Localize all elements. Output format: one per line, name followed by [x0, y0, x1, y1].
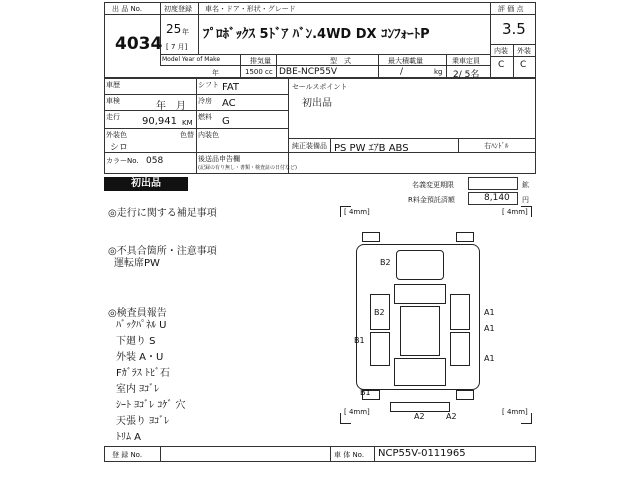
right-door-rear: [450, 332, 470, 366]
left-door-rear: [370, 332, 390, 366]
inspection-label: 車検: [106, 97, 120, 105]
equipment-text: PS PW ｴｱB ABS: [334, 143, 409, 154]
shift-label: シフト: [198, 81, 219, 89]
first-reg-month: [ 7 月]: [166, 43, 188, 51]
inspector-lines: [116, 318, 186, 446]
car-name-label: 車名・ドア・形状・グレード: [205, 5, 296, 13]
inspector-line: 室内 ﾖｺﾞﾚ: [116, 384, 160, 395]
model-code: DBE-NCP55V: [279, 67, 338, 77]
right-door-front: [450, 294, 470, 330]
first-reg-label: 初度登録: [164, 5, 192, 13]
sales-point-text: 初出品: [302, 98, 332, 109]
first-reg-year: 25: [166, 22, 182, 36]
rear-panel: [394, 358, 446, 386]
ac-label: 冷房: [198, 97, 212, 105]
handle-side: 右ﾊﾝﾄﾞﾙ: [484, 142, 509, 150]
model-label: 型 式: [330, 57, 351, 65]
color-change-label: 色替: [180, 131, 194, 139]
exterior-grade-label: 外装: [517, 47, 531, 55]
inspector-line: ﾊﾞｯｸﾊﾟﾈﾙ U: [116, 320, 167, 331]
tire-depth-front-left: [ 4mm]: [344, 208, 370, 216]
footer-block: [104, 446, 536, 462]
recycle-value: 8,140: [484, 193, 510, 203]
damage-mark: A1: [484, 324, 495, 333]
ext-color-value: シロ: [110, 143, 129, 153]
color-no-value: 058: [146, 156, 164, 166]
reg-no-label: 登 録 No.: [112, 451, 143, 459]
capacity: 2/ 5名: [453, 70, 480, 80]
damage-mark: B1: [354, 336, 365, 345]
exterior-grade: C: [520, 60, 527, 70]
damage-mark: A1: [484, 308, 495, 317]
inspector-line: 下廻り S: [116, 336, 156, 347]
model-year-unit: 年: [212, 69, 219, 77]
cert-label: 後送品申告欄: [198, 155, 240, 163]
ext-color-label: 外装色: [106, 131, 127, 139]
lot-number: 4034: [115, 34, 163, 54]
recycle-label: R料金預託済額: [408, 196, 455, 204]
windshield: [394, 284, 446, 304]
car-damage-diagram: [340, 206, 532, 424]
history-label: 車歴: [106, 81, 120, 89]
mileage-label: 走行: [106, 113, 120, 121]
tire-depth-front-right: [ 4mm]: [502, 208, 528, 216]
interior-grade-label: 内装: [494, 47, 508, 55]
defect-text: 運転席PW: [114, 258, 160, 269]
section-defects: ◎不具合箇所・注意事項: [108, 246, 217, 257]
tire-icon: [456, 390, 474, 400]
capacity-label: 乗車定員: [452, 57, 480, 65]
rear-bumper: [390, 402, 450, 412]
shift-value: FAT: [222, 82, 240, 93]
mileage-value: 90,941: [142, 116, 177, 127]
displacement: 1500 cc: [245, 68, 273, 76]
first-entry-badge: 初出品: [104, 177, 188, 191]
equipment-label: 純正装備品: [292, 142, 327, 150]
color-no-label: カラーNo.: [106, 157, 139, 165]
inspector-line: ｼｰﾄ ﾖｺﾞﾚ ｺｹﾞ 穴: [116, 400, 186, 411]
int-color-label: 内装色: [198, 131, 219, 139]
sales-point-label: セールスポイント: [292, 83, 348, 91]
deadline-label: 名義変更期限: [412, 181, 454, 189]
inspection-value: 年 月: [156, 101, 186, 112]
first-reg-year-unit: 年: [182, 28, 189, 36]
damage-mark: B1: [360, 388, 371, 397]
fuel-value: G: [222, 116, 230, 127]
max-load-unit: kg: [434, 68, 443, 76]
vin-value: NCP55V-0111965: [378, 448, 466, 459]
section-mileage-notes: ◎走行に関する補足事項: [108, 208, 217, 219]
roof-panel: [400, 306, 440, 356]
interior-grade: C: [498, 60, 505, 70]
displacement-label: 排気量: [250, 57, 271, 65]
vin-label: 車 体 No.: [334, 451, 365, 459]
inspector-line: ﾄﾘﾑ A: [116, 432, 142, 443]
damage-mark: A2: [446, 412, 457, 421]
model-year-label: Model Year of Make: [162, 56, 221, 63]
mileage-unit: KM: [182, 119, 193, 127]
max-load-label: 最大積載量: [388, 57, 423, 65]
max-load: /: [400, 67, 404, 77]
damage-mark: A1: [484, 354, 495, 363]
tire-icon: [362, 232, 380, 242]
inspector-line: 外装 A・U: [116, 352, 164, 363]
damage-mark: B2: [380, 258, 391, 267]
cert-note: (記録の有り無し・書類・検査証の日付など): [198, 165, 297, 171]
inspector-line: Fｶﾞﾗｽ ﾄﾋﾞ石: [116, 368, 170, 379]
car-name: ﾌﾟﾛﾎﾞｯｸｽ 5ﾄﾞｱ ﾊﾞﾝ.4WD DX ｺﾝﾌｫｰﾄP: [203, 27, 430, 42]
currency-label: 円: [522, 196, 529, 204]
score-label: 評 価 点: [498, 5, 524, 13]
section-inspector: ◎検査員報告: [108, 308, 167, 319]
score-value: 3.5: [502, 20, 526, 38]
fuel-label: 燃料: [198, 113, 212, 121]
lot-label: 出 品 No.: [112, 5, 143, 13]
ac-value: AC: [222, 98, 236, 109]
tire-icon: [456, 232, 474, 242]
tire-depth-rear-left: [ 4mm]: [344, 408, 370, 416]
hood-panel: [396, 250, 444, 280]
damage-mark: A2: [414, 412, 425, 421]
inspector-line: 天張り ﾖｺﾞﾚ: [116, 416, 170, 427]
hide-label: 鉱: [522, 181, 529, 189]
tire-depth-rear-right: [ 4mm]: [502, 408, 528, 416]
damage-mark: B2: [374, 308, 385, 317]
